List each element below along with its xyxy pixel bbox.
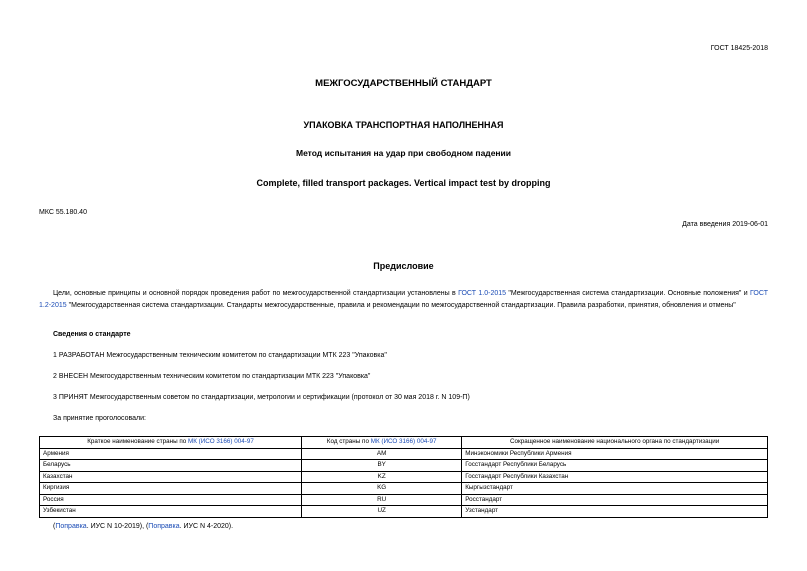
country-cell: Россия (40, 494, 302, 506)
gost-1-0-link[interactable]: ГОСТ 1.0-2015 (458, 290, 507, 297)
adopted-by: 3 ПРИНЯТ Межгосударственным советом по стандартизации, метрологии и сертификации (протокол от 30 мая 2018 г. N 109-П) (53, 394, 470, 401)
code-cell: BY (302, 460, 462, 472)
amendments-note: (Поправка. ИУС N 10-2019), (Поправка. ИУС N 4-2020). (53, 523, 234, 530)
mk-iso-link[interactable]: МК (ИСО 3166) 004-97 (188, 438, 254, 445)
country-cell: Узбекистан (40, 506, 302, 518)
org-cell: Госстандарт Республики Казахстан (462, 471, 768, 483)
preface-paragraph (39, 288, 768, 311)
header-org: Сокращенное наименование национального органа по стандартизации (462, 437, 768, 449)
standard-code: ГОСТ 18425-2018 (710, 45, 768, 52)
table-row (40, 448, 768, 460)
voting-table (39, 436, 768, 518)
developed-by: 1 РАЗРАБОТАН Межгосударственным техническим комитетом по стандартизации МТК 223 "Упаковка" (53, 352, 387, 359)
country-cell: Армения (40, 448, 302, 460)
english-title: Complete, filled transport packages. Vertical impact test by dropping (256, 178, 551, 188)
table-row (40, 494, 768, 506)
code-cell: RU (302, 494, 462, 506)
gost-1-2-link[interactable]: ГОСТ 1.2-2015 (39, 290, 768, 309)
table-row (40, 506, 768, 518)
method-subtitle: Метод испытания на удар при свободном падении (295, 148, 512, 158)
org-cell: Росстандарт (462, 494, 768, 506)
preface-text-start: Цели, основные принципы и основной порядок проведения работ по межгосударственной стандартизации установлены в (53, 290, 459, 297)
org-cell: Узстандарт (462, 506, 768, 518)
code-cell: UZ (302, 506, 462, 518)
table-row (40, 483, 768, 495)
code-cell: KG (302, 483, 462, 495)
document-type-title: МЕЖГОСУДАРСТВЕННЫЙ СТАНДАРТ (315, 78, 492, 89)
introduced-by: 2 ВНЕСЕН Межгосударственным техническим комитетом по стандартизации МТК 223 "Упаковка" (53, 373, 371, 380)
table-row (40, 471, 768, 483)
mks-code: МКС 55.180.40 (39, 209, 87, 216)
table-row (40, 460, 768, 472)
country-cell: Беларусь (40, 460, 302, 472)
org-cell: Кыргызстандарт (462, 483, 768, 495)
org-cell: Минэкономики Республики Армения (462, 448, 768, 460)
preface-text-end: "Межгосударственная система стандартизации. Стандарты межгосударственные, правила и рекомендации по межгосударственной стандартизации. Правила разработки, принятия, обновления и отмены" (66, 301, 736, 309)
preface-text-mid: "Межгосударственная система стандартизации. Основные положения" и (506, 290, 751, 297)
amendment-link[interactable]: Поправка (55, 523, 87, 530)
country-cell: Казахстан (40, 471, 302, 483)
table-header-row (40, 437, 768, 449)
country-cell: Киргизия (40, 483, 302, 495)
effective-date: Дата введения 2019-06-01 (682, 221, 768, 228)
mk-iso-link[interactable]: МК (ИСО 3166) 004-97 (370, 438, 437, 445)
code-cell: KZ (302, 471, 462, 483)
org-cell: Госстандарт Республики Беларусь (462, 460, 768, 472)
standard-title: УПАКОВКА ТРАНСПОРТНАЯ НАПОЛНЕННАЯ (303, 120, 504, 130)
header-code: Код страны по МК (ИСО 3166) 004-97 (302, 437, 462, 449)
preface-heading: Предисловие (373, 261, 434, 271)
code-cell: AM (302, 448, 462, 460)
standard-info-heading: Сведения о стандарте (53, 331, 131, 338)
voted-label: За принятие проголосовали: (53, 415, 146, 422)
header-country: Краткое наименование страны по МК (ИСО 3166) 004-97 (40, 437, 302, 449)
amendment-link[interactable]: Поправка (148, 523, 180, 530)
